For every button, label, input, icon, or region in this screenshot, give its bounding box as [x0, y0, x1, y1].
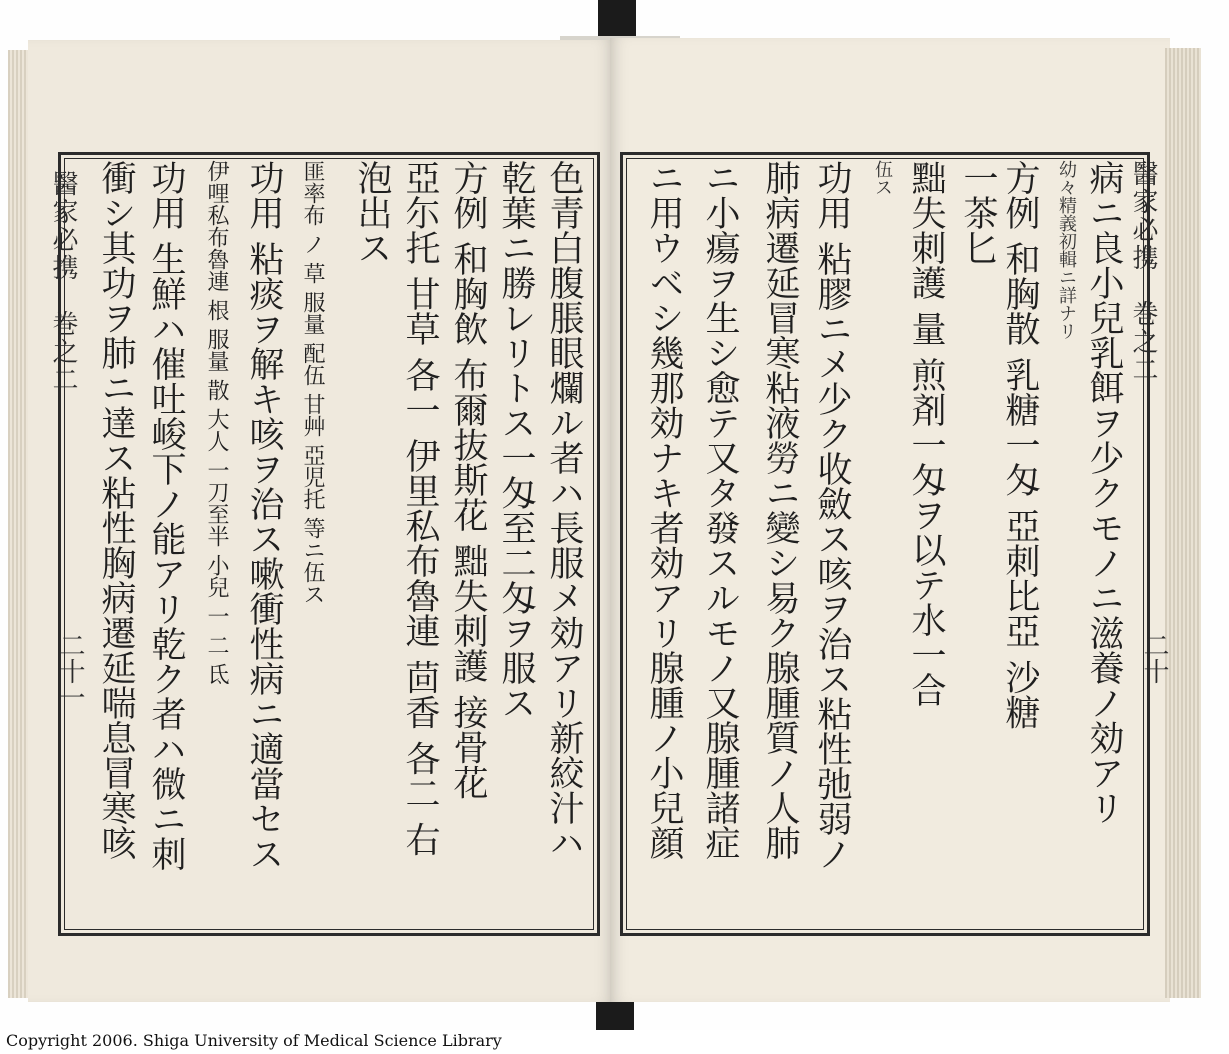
left-text-column: 色青白腹脹眼爛ル者ハ長服メ効アリ新絞汁ハ: [544, 160, 584, 860]
left-text-column: 功用 生鮮ハ催吐峻下ノ能アリ乾ク者ハ微ニ刺: [146, 160, 186, 872]
right-text-column: 伍ス: [872, 160, 893, 196]
left-text-column: 匪率布 ノ 草 服量 配伍 甘艸 亞児托 等ニ伍ス: [300, 160, 325, 605]
right-margin-title: 醫家必携 巻之二: [1128, 160, 1158, 384]
left-text-column: 泡出ス: [352, 160, 392, 265]
left-text-column: 亞尓托 甘草 各一 伊里私布魯連 茴香 各二 右: [400, 160, 440, 857]
binding-strap-bottom: [596, 1002, 634, 1030]
right-text-column: 一茶匕: [958, 160, 998, 265]
left-folio-number: 二十一: [55, 632, 85, 710]
right-text-column: 病ニ良小兒乳餌ヲ少クモノニ滋養ノ効アリ: [1084, 160, 1124, 825]
copyright-notice: Copyright 2006. Shiga University of Medical Science Library: [6, 1031, 502, 1050]
right-text-column: 功用 粘膠ニメ少ク收斂ス咳ヲ治ス粘性弛弱ノ: [812, 160, 852, 872]
right-folio-number: 二十: [1139, 632, 1169, 684]
left-text-column: 乾葉ニ勝レリトス一匁至二匁ヲ服ス: [496, 160, 536, 720]
left-text-column: 方例 和胸飲 布爾抜斯花 黜失刺護 接骨花: [448, 160, 488, 800]
right-text-column: ニ小瘍ヲ生シ愈テ又タ發スルモノ又腺腫諸症: [700, 160, 740, 860]
right-text-column: 黜失刺護 量 煎剤一匁ヲ以テ水一合: [906, 160, 946, 708]
right-text-column: ニ用ウベシ幾那効ナキ者効アリ腺腫ノ小兒顔: [644, 160, 684, 860]
left-text-column: 功用 粘痰ヲ解キ咳ヲ治ス嗽衝性病ニ適當セス: [244, 160, 284, 872]
right-text-column: 方例 和胸散 乳糖一匁 亞刺比亞 沙糖: [1000, 160, 1040, 730]
binding-strap-top: [598, 0, 636, 40]
left-page-edges: [8, 50, 30, 998]
right-text-column: 幼々精義初輯ニ詳ナリ: [1056, 160, 1077, 340]
left-margin-title: 醫家必携 巻之二: [48, 170, 78, 394]
left-text-column: 伊哩私布魯連 根 服量 散 大人 一刀至半 小兒 一 二 氐: [204, 160, 229, 685]
right-page-edges: [1165, 48, 1201, 998]
left-text-column: 衝シ其功ヲ肺ニ達ス粘性胸病遷延喘息冒寒咳: [96, 160, 136, 860]
right-text-column: 肺病遷延冒寒粘液勞ニ變シ易ク腺腫質ノ人肺: [760, 160, 800, 860]
